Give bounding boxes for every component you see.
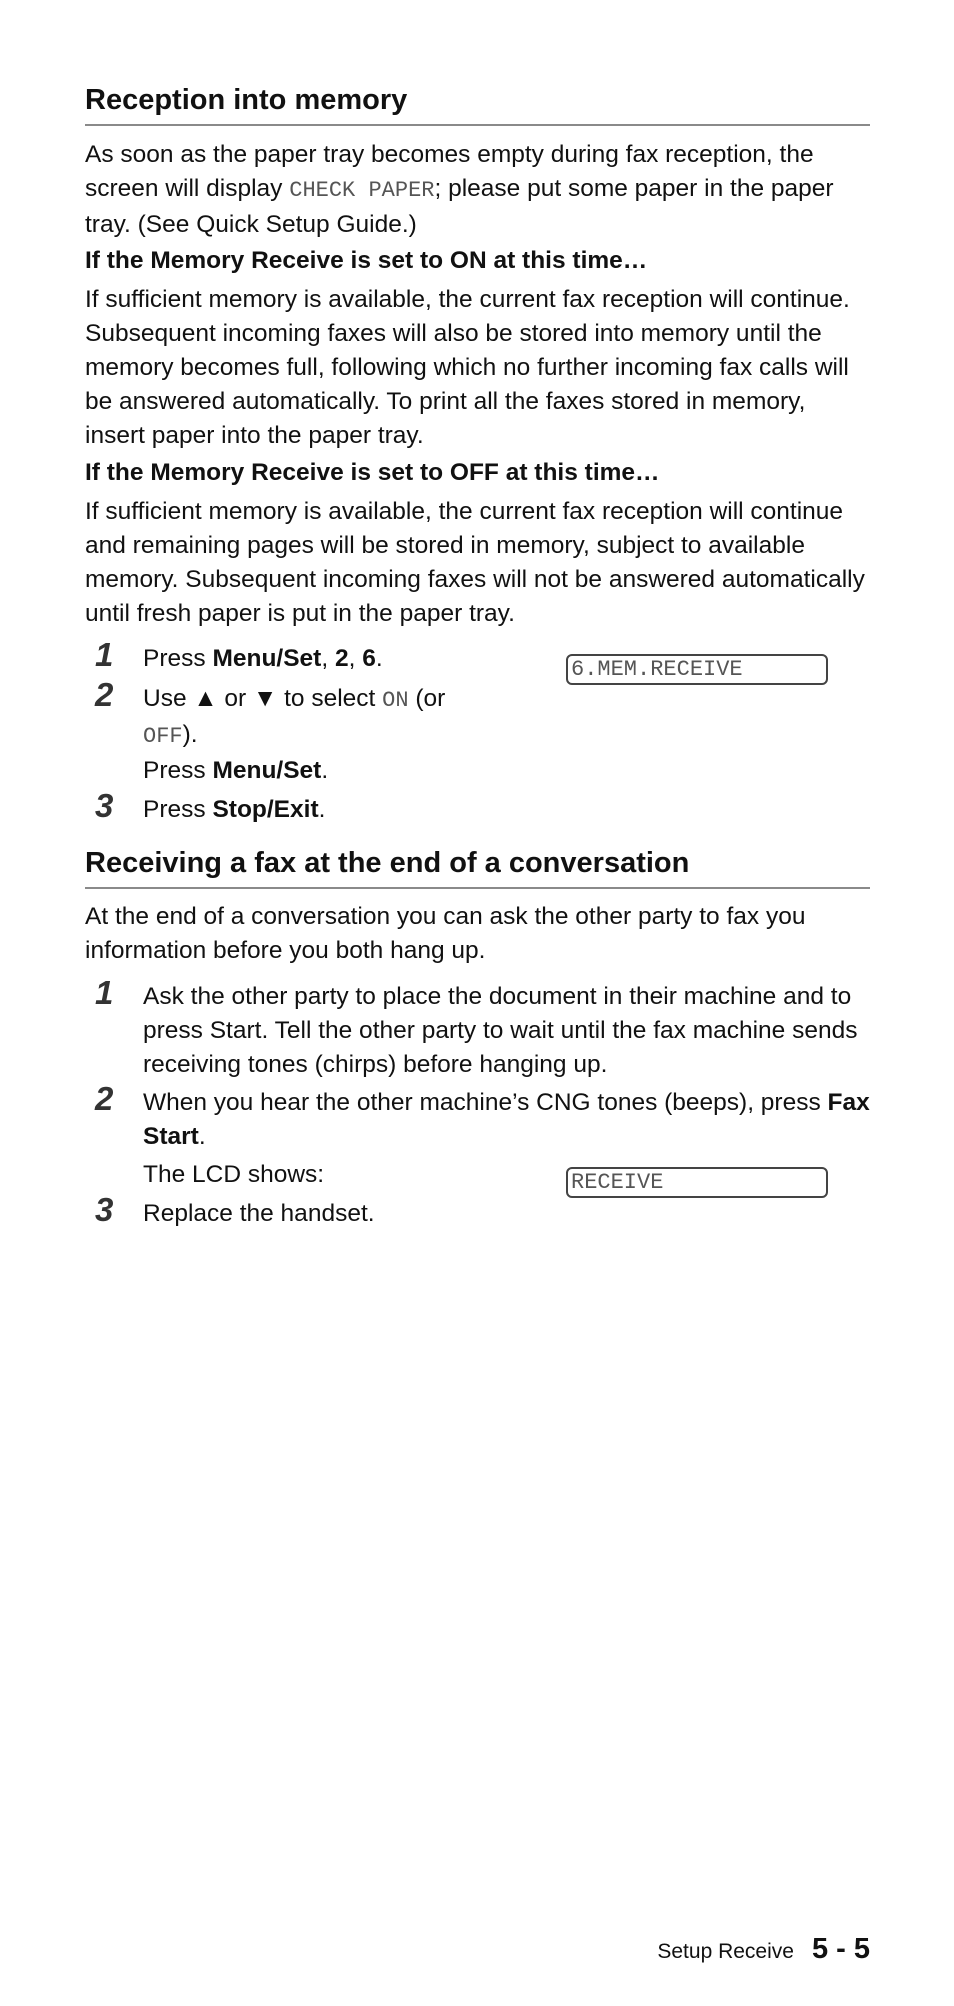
step-number-3: 3 [95, 787, 114, 824]
step-text: , [348, 645, 363, 672]
subheading-memory-receive-off: If the Memory Receive is set to OFF at this time… [85, 459, 660, 486]
step-number-1: 1 [95, 636, 114, 673]
step-2-press-menu-set [143, 754, 328, 788]
step-number-1: 1 [95, 974, 114, 1011]
step-text: . [375, 645, 383, 672]
lcd-message-check-paper: CHECK PAPER [289, 178, 435, 203]
lcd-shows-label: The LCD shows: [143, 1161, 325, 1188]
lcd-display-mem-receive: 6.MEM.RECEIVE [566, 654, 828, 685]
step-text: , [321, 645, 335, 672]
key-2: 2 [334, 645, 349, 672]
step-number-3: 3 [95, 1191, 114, 1228]
step-1-text: Ask the other party to place the document in their machine and to press Start. Tell the other party to wait until the fax machine sends receiving tones (chirps) before hanging up. [143, 983, 858, 1078]
step-text: . [198, 1123, 206, 1150]
key-stop-exit: Stop/Exit [212, 796, 319, 823]
key-6: 6 [362, 645, 376, 672]
key-menu-set: Menu/Set [212, 645, 322, 672]
lcd-display-receive: RECEIVE [566, 1167, 828, 1198]
step-text: Press [143, 757, 213, 784]
step-text: . [318, 796, 326, 823]
step-text: When you hear the other machine’s CNG tones (beeps), press [143, 1089, 828, 1116]
page-number: 5 - 5 [811, 1933, 870, 1965]
step-1-text [143, 642, 383, 676]
step-text: Press [143, 796, 213, 823]
paragraph-check-paper [85, 138, 870, 242]
step-number-2: 2 [95, 676, 114, 713]
step-3-text [143, 793, 325, 827]
lcd-option-off: OFF [143, 724, 183, 749]
paragraph-memory-receive-off: If sufficient memory is available, the current fax reception will continue and remaining pages will be stored in memory, subject to available memory. Subsequent incoming faxes will not be answered automatically until fresh paper is put in the paper tray. [85, 498, 865, 627]
paragraph-text: ; please put some paper in the paper tray. (See Quick Setup Guide.) [85, 175, 834, 238]
paragraph-end-of-conversation: At the end of a conversation you can ask the other party to fax you information before you both hang up. [85, 903, 806, 964]
step-text: (or [408, 685, 446, 712]
key-fax-start: Fax Start [143, 1089, 870, 1150]
subheading-memory-receive-on: If the Memory Receive is set to ON at this time… [85, 247, 648, 274]
footer-section-name: Setup Receive [657, 1940, 794, 1963]
key-menu-set: Menu/Set [212, 757, 322, 784]
step-3-text: Replace the handset. [143, 1200, 375, 1227]
lcd-option-on: ON [382, 688, 409, 713]
step-text: . [321, 757, 329, 784]
paragraph-memory-receive-on: If sufficient memory is available, the current fax reception will continue. Subsequent incoming faxes will also be stored into memory until the memory becomes full, following which no further incoming fax calls will be answered automatically. To print all the faxes stored in memory, insert paper into the paper tray. [85, 286, 850, 449]
section-title-receiving-fax-end-conversation: Receiving a fax at the end of a conversation [85, 845, 870, 889]
step-2-text [143, 1086, 870, 1154]
paragraph-text: As soon as the paper tray becomes empty during fax reception, the screen will display [85, 141, 814, 202]
section-title-reception-into-memory: Reception into memory [85, 82, 870, 126]
step-number-2: 2 [95, 1080, 114, 1117]
page-footer [657, 1932, 870, 1969]
step-text: Use ▲ or ▼ to select [143, 685, 383, 712]
step-text: Press [143, 645, 213, 672]
step-2-text [143, 682, 523, 754]
step-text: ). [182, 721, 198, 748]
